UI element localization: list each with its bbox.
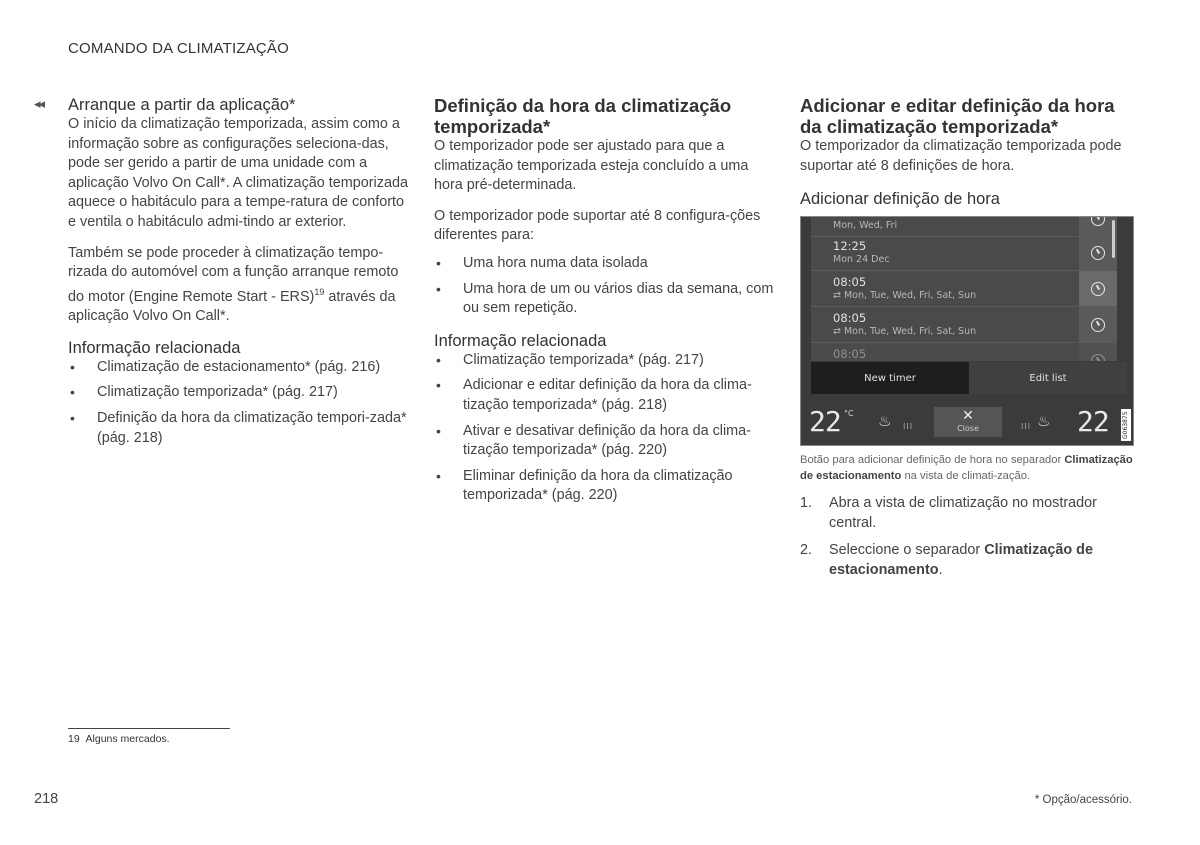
footnote bbox=[68, 733, 170, 745]
timer-toggle-button[interactable] bbox=[1079, 343, 1117, 361]
timer-time: 08:05 bbox=[833, 311, 867, 325]
related-info-heading: Informação relacionada bbox=[434, 331, 607, 350]
timer-days: ⇄ Mon, Tue, Wed, Fri, Sat, Sun bbox=[833, 290, 977, 301]
tab-new-timer[interactable]: New timer bbox=[811, 362, 969, 394]
step-text: . bbox=[938, 561, 943, 578]
running-header: COMANDO DA CLIMATIZAÇÃO bbox=[68, 40, 290, 57]
seat-heat-right-icon[interactable]: ♨ bbox=[1037, 412, 1051, 430]
related-link[interactable]: • Climatização temporizada* (pág. 217) bbox=[434, 351, 774, 371]
column-3 bbox=[800, 95, 1135, 209]
page-number: 218 bbox=[34, 791, 59, 807]
footnote-number: 19 bbox=[68, 733, 80, 745]
timer-toggle-button[interactable] bbox=[1079, 307, 1117, 342]
timer-row[interactable] bbox=[811, 307, 1117, 343]
column-2 bbox=[434, 95, 774, 512]
temperature-left[interactable]: 22 bbox=[809, 405, 841, 438]
paragraph: O temporizador pode ser ajustado para que a climatização temporizada esteja concluído a uma hora pré-determinada. bbox=[434, 138, 749, 194]
scrollbar[interactable] bbox=[1112, 220, 1115, 258]
timer-days: Mon, Wed, Fri bbox=[833, 220, 898, 231]
footnote-divider bbox=[68, 728, 230, 729]
timer-row[interactable] bbox=[811, 217, 1117, 237]
timer-days: ⇄ Mon, Tue, Wed, Fri, Sat, Sun bbox=[833, 326, 977, 337]
bullet-list bbox=[434, 254, 774, 319]
timer-row[interactable] bbox=[811, 235, 1117, 271]
column-1 bbox=[68, 95, 408, 454]
step-item bbox=[800, 494, 1135, 533]
related-link[interactable]: • Definição da hora da climatização tempori-zada* (pág. 218) bbox=[68, 409, 408, 448]
close-button[interactable] bbox=[934, 407, 1002, 437]
timer-tabs bbox=[811, 362, 1127, 394]
related-link[interactable]: • Ativar e desativar definição da hora da clima-tização temporizada* (pág. 220) bbox=[434, 422, 774, 461]
caption-bold: Climatização de estacionamento bbox=[800, 454, 1133, 482]
timer-time: 08:05 bbox=[833, 275, 867, 289]
previous-page-icon[interactable]: ◂◂ bbox=[34, 96, 44, 111]
close-label: Close bbox=[957, 424, 979, 433]
list-item: • Uma hora de um ou vários dias da semana, com ou sem repetição. bbox=[434, 280, 774, 319]
step-text: Seleccione o separador bbox=[829, 542, 985, 559]
option-note: * Opção/acessório. bbox=[1034, 794, 1132, 806]
seat-heat-left-icon[interactable]: ♨ bbox=[878, 412, 892, 430]
tab-edit-list[interactable]: Edit list bbox=[969, 362, 1127, 394]
caption-text: Botão para adicionar definição de hora no separador bbox=[800, 454, 1065, 466]
list-item: • Uma hora numa data isolada bbox=[434, 254, 774, 274]
timer-row[interactable] bbox=[811, 343, 1117, 361]
temperature-right[interactable]: 22 bbox=[1077, 405, 1109, 438]
column-3-lower bbox=[800, 452, 1135, 588]
timer-icon bbox=[1091, 354, 1105, 362]
timer-row[interactable] bbox=[811, 271, 1117, 307]
section-heading-add-edit: Adicionar e editar definição da hora da climatização temporizada* bbox=[800, 95, 1115, 137]
paragraph: O temporizador da climatização temporizada pode suportar até 8 definições de hora. bbox=[800, 138, 1122, 174]
climate-screen-illustration bbox=[800, 216, 1134, 446]
footnote-ref[interactable]: 19 bbox=[314, 286, 325, 297]
related-link[interactable]: • Climatização temporizada* (pág. 217) bbox=[68, 383, 408, 403]
section-heading-app-start: Arranque a partir da aplicação* bbox=[68, 96, 296, 114]
close-icon: ✕ bbox=[962, 408, 974, 424]
figure-caption bbox=[800, 452, 1135, 484]
timer-time: 08:05 bbox=[833, 347, 867, 361]
paragraph: O temporizador pode suportar até 8 configura-ções diferentes para: bbox=[434, 207, 761, 244]
caption-text: na vista de climati-zação. bbox=[901, 470, 1031, 482]
timer-icon bbox=[1091, 318, 1105, 332]
timer-icon bbox=[1091, 282, 1105, 296]
seat-heat-level: III bbox=[1021, 422, 1032, 431]
related-link[interactable]: • Climatização de estacionamento* (pág. 216) bbox=[68, 358, 408, 378]
related-info-heading: Informação relacionada bbox=[68, 338, 241, 357]
image-code: G063875 bbox=[1121, 409, 1131, 441]
step-item bbox=[800, 541, 1135, 580]
timer-icon bbox=[1091, 217, 1105, 226]
paragraph: O início da climatização temporizada, assim como a informação sobre as configurações seleciona-das, pode ser gerido a partir de uma unidade com a aplicação Volvo On Call*. A climatização temporizada aquece o habitáculo para a tempe-ratura de conforto e ventila o habitáculo admi-tindo ar exterior. bbox=[68, 116, 408, 230]
step-text: Abra a vista de climatização no mostrador central. bbox=[829, 495, 1097, 531]
paragraph-ers bbox=[68, 244, 408, 327]
timer-time: 12:25 bbox=[833, 239, 867, 253]
footnote-text: Alguns mercados. bbox=[85, 733, 170, 745]
subheading-add-time: Adicionar definição de hora bbox=[800, 190, 1000, 209]
section-heading-timer: Definição da hora da climatização temporizada* bbox=[434, 95, 732, 137]
temperature-unit: °C bbox=[844, 409, 854, 418]
related-links-list bbox=[68, 358, 408, 448]
paragraph-text: Também se pode proceder à climatização tempo-rizada do automóvel com a função arranque remoto do motor (Engine Remote Start - ERS) bbox=[68, 244, 399, 305]
seat-heat-level: III bbox=[903, 422, 914, 431]
step-number: 2. bbox=[800, 542, 813, 559]
paragraph-text: através da aplicação Volvo On Call*. bbox=[68, 288, 396, 325]
timer-toggle-button[interactable] bbox=[1079, 271, 1117, 306]
related-link[interactable]: • Adicionar e editar definição da hora da clima-tização temporizada* (pág. 218) bbox=[434, 376, 774, 415]
steps-list bbox=[800, 494, 1135, 580]
timer-list bbox=[811, 217, 1117, 361]
timer-days: Mon 24 Dec bbox=[833, 254, 890, 265]
step-text-bold: Climatização de estacionamento bbox=[829, 542, 1093, 578]
step-number: 1. bbox=[800, 495, 813, 511]
related-link[interactable]: • Eliminar definição da hora da climatização temporizada* (pág. 220) bbox=[434, 467, 774, 506]
related-links-list bbox=[434, 351, 774, 506]
timer-icon bbox=[1091, 246, 1105, 260]
